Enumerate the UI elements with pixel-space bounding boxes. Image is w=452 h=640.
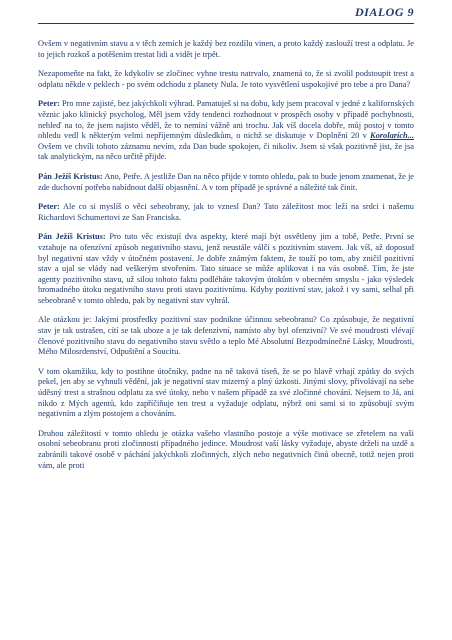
paragraph-1: Ovšem v negativním stavu a v těch zemích je každý bez rozdílu vinen, a proto každý zaslouží trest a odplatu. Je to jejich rozkoš a potěšením trestat lidi a vidět je trpět.: [38, 39, 414, 59]
paragraph-7: Ale otázkou je: Jakými prostředky pozitivní stav podnikne účinnou sebeobranu? Co způsobuje, že negativní stav je tak ustrašen, cítí se tak uboze a je tak defenzivní, namísto aby byl ofenzivní? Ve své moudrosti vlévají členové pozitivního stavu do negativního stavu světlo a teplo Mé Absolutní Bezpodmínečné Lásky, Moudrosti, Mého Milosrdenství, Odpuštění a Soucitu.: [38, 315, 414, 357]
paragraph-3: Peter: Pro mne zajisté, bez jakýchkoli výhrad. Pamatuješ si na dobu, kdy jsem pracoval v jedné z kalifornských věznic jako klinický psycholog, Měl jsem vždy tendenci rozhodnout v prospěch osoby v případě pochybnosti, nehleď na to, že jsem najisto věděl, že to nemíní vážně ani trochu. Jak víš docela dobře, můj postoj v tomto ohledu vedl k některým velmi nepříjemným důsledkům, o nichž se diskutuje v Doplnění 20 v Korolarích... Ovšem ve chvíli tohoto záznamu nevím, zda Dan bude spokojen, či nikoliv. Jsem si však pozitivně jist, že jsa tak analytickým, na něco určitě přijde.: [38, 99, 414, 162]
page-header: [38, 5, 414, 24]
paragraph-6: Pán Ježíš Kristus: Pro tuto věc existují dva aspekty, které mají být osvětleny jim a tobě, Petře. První se vztahuje na ofenzívní způsob negativního stavu, jenž neustále válčí s pozitivním stavem. Jak víš, až doposud byl negativní stav vždy v útočném postavení. Je dobře známým faktem, že touží po tom, aby zničil pozitivní stav a ujal se vlády nad veškerým stvořením. Tato situace se může aplikovat i na vás osobně. Tím, že jste agenty pozitivního stavu, už silou tohoto faktu podléháte takovým útokům v obecném smyslu - jako výsledek hromadného útoku negativního stavu proti stavu pozitivnímu. Kdyby pozitivní stav, jakož i vy sami, selhal při sebeobraně v tomto ohledu, pak by negativní stav vyhrál.: [38, 232, 414, 305]
speaker-label: Pán Ježíš Kristus:: [38, 232, 106, 242]
speaker-label: Peter:: [38, 99, 60, 109]
paragraph-9: Druhou záležitostí v tomto ohledu je otázka vašeho vlastního postoje a výše motivace se zřetelem na vaši osobní sebeobranu proti zločinnosti případného jedince. Moudrost vaší lásky vyžaduje, abyste drželi na uzdě a zabránili takové osobě v páchání jakýchkoli zločinných, zlých nebo negativních činů obecně, totiž nejen proti vám, ale proti: [38, 428, 414, 470]
paragraph-2: Nezapomeňte na fakt, že kdykoliv se zločinec vyhne trestu natrvalo, znamená to, že si zvolil podstoupit trest a odplatu někde v peklech - po svém odchodu z planety Nula. Je toto vysvětlení uspokojivé pro tebe a pro Dana?: [38, 69, 414, 89]
speaker-label: Peter:: [38, 202, 60, 212]
korolarie-link[interactable]: Korolarích...: [370, 131, 414, 141]
document-body: [38, 39, 414, 480]
chapter-title: DIALOG 9: [354, 5, 414, 19]
paragraph-8: V tom okamžiku, kdy to postihne útočníky, padne na ně taková tíseň, že se po hlavě vrhají zpátky do svých pekel, jen aby se vyhnuli vědění, jak je negativní stav mizerný a plný úzkosti. Jinými slovy, přivolávají na sebe úděsný trest a strašnou odplatu za své útoky, nebo v našem případě za své zločinné chování. Nejsem to Já, ani nikdo z Mých agentů, kdo zapříčiňuje ten trest a vyžaduje odplatu, nýbrž oni sami si to způsobují svým negativním a zlým postojem a chováním.: [38, 366, 414, 419]
paragraph-4: Pán Ježíš Kristus: Ano, Petře. A jestliže Dan na něco přijde v tomto ohledu, pak to bude jenom znamenat, že je zde duchovní potřeba nabídnout další objasnění. A v tom případě je správné a náležité tak činit.: [38, 171, 414, 192]
speaker-label: Pán Ježíš Kristus:: [38, 171, 103, 181]
paragraph-5: Peter: Ale co si myslíš o věci sebeobrany, jak to vznesl Dan? Tato záležitost moc leží na srdci i našemu Richardovi Schumertovi ze San Franciska.: [38, 202, 414, 222]
